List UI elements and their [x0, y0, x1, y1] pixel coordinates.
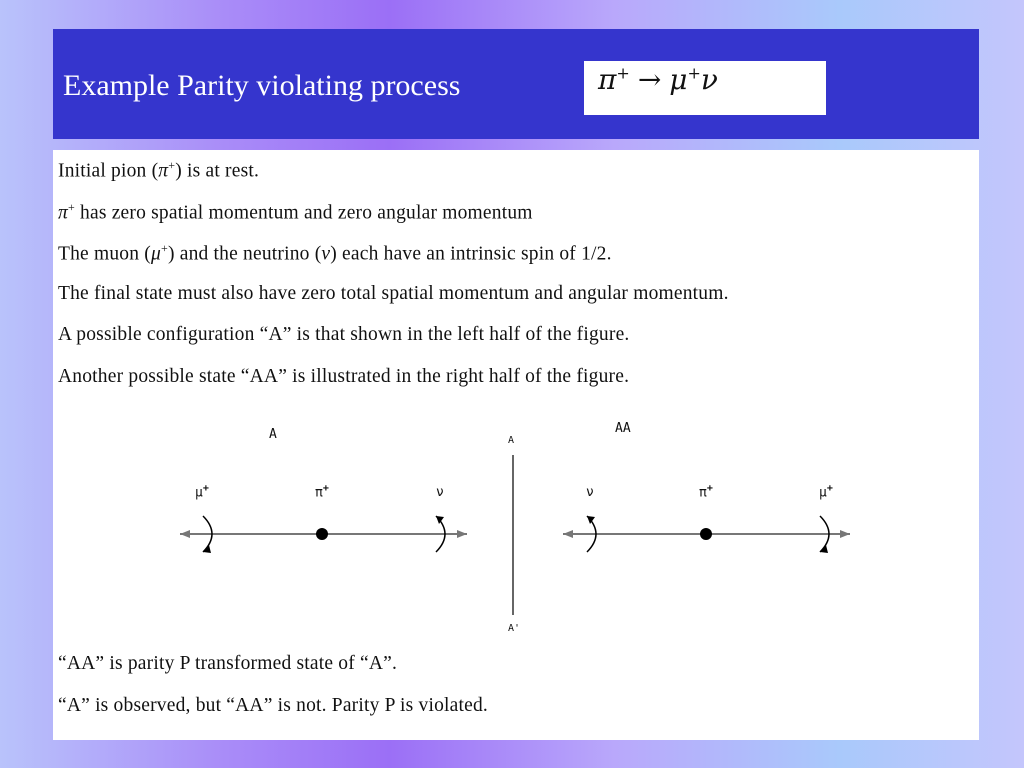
parity-diagram: [53, 415, 979, 650]
formula-box: [584, 61, 826, 115]
left-axis-arrow-left: [180, 530, 190, 538]
left-pion-label: π+: [315, 483, 329, 501]
formula-arrow: →: [637, 63, 662, 96]
slide-title: Example Parity violating process: [63, 69, 461, 102]
text-line-1: Initial pion (π+) is at rest.: [58, 158, 260, 182]
left-neutrino-label: ν: [436, 485, 444, 500]
left-config-label: A: [269, 427, 277, 442]
right-pion-dot: [700, 528, 712, 540]
right-neutrino-spin-arrow: [587, 516, 595, 524]
title-bar: [53, 29, 979, 139]
formula-pi-charge: +: [616, 63, 630, 83]
text-line-2: π+ has zero spatial momentum and zero angular momentum: [58, 200, 533, 224]
conclusion-line-2: “A” is observed, but “AA” is not. Parity P is violated.: [58, 695, 489, 716]
text-line-4: The final state must also have zero total spatial momentum and angular momentum.: [58, 283, 729, 304]
right-neutrino-label: ν: [586, 485, 594, 500]
formula-pi: π: [598, 63, 617, 96]
mirror-top-label: A: [508, 435, 515, 446]
conclusion-line-1: “AA” is parity P transformed state of “A”.: [58, 653, 398, 674]
mirror-bottom-label: A': [508, 623, 521, 634]
right-axis-arrow-left: [563, 530, 573, 538]
right-pion-label: π+: [699, 483, 713, 501]
right-config-label: AA: [615, 421, 631, 436]
left-neutrino-spin-arrow: [436, 516, 444, 524]
formula-mu: μ: [669, 63, 688, 96]
right-axis-arrow-right: [840, 530, 850, 538]
formula-nu: ν: [700, 63, 718, 96]
right-muon-label: μ+: [819, 483, 833, 501]
left-muon-label: μ+: [195, 483, 209, 501]
text-line-5: A possible configuration “A” is that shown in the left half of the figure.: [58, 324, 630, 345]
decay-formula: [598, 63, 718, 96]
slide-content: [53, 150, 979, 740]
left-axis-arrow-right: [457, 530, 467, 538]
text-line-3: The muon (μ+) and the neutrino (ν) each have an intrinsic spin of 1/2.: [58, 241, 612, 265]
text-line-6: Another possible state “AA” is illustrated in the right half of the figure.: [58, 366, 630, 387]
left-pion-dot: [316, 528, 328, 540]
diagram-graphics: [53, 415, 979, 650]
formula-mu-charge: +: [687, 63, 701, 83]
